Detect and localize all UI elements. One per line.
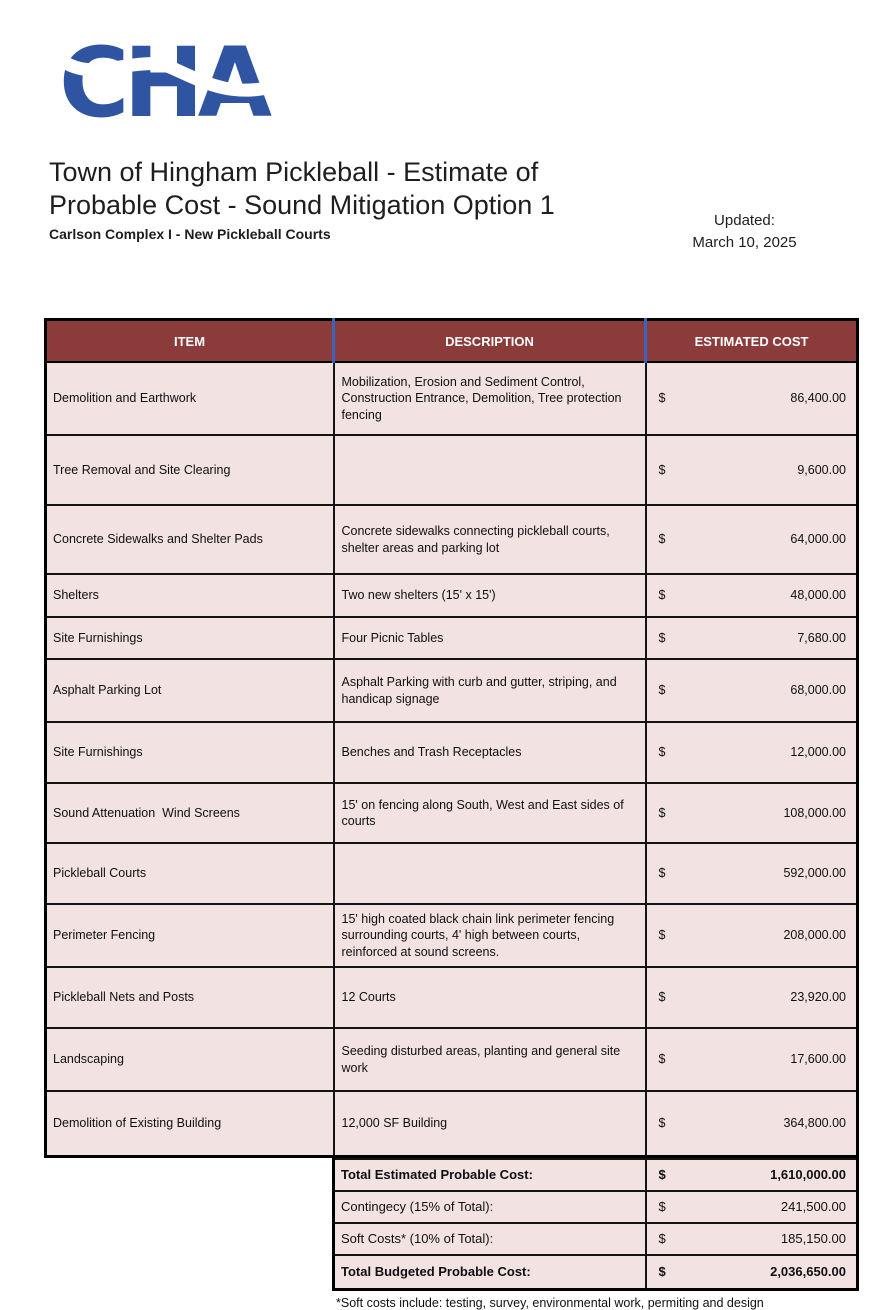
cost-table-body	[46, 362, 858, 1156]
column-header: DESCRIPTION	[334, 320, 646, 363]
cost-cell	[646, 843, 858, 904]
cost-cell	[646, 1159, 858, 1191]
cost-table-header-row	[46, 320, 858, 363]
page-subtitle: Carlson Complex I - New Pickleball Courts	[49, 226, 331, 242]
currency-symbol: $	[658, 1116, 666, 1130]
title-block	[49, 156, 649, 242]
table-row	[46, 659, 858, 722]
currency-symbol: $	[658, 683, 666, 698]
updated-block	[652, 210, 837, 254]
table-row	[46, 722, 858, 783]
cost-cell	[646, 1028, 858, 1091]
cost-cell	[646, 362, 858, 435]
cost-flex	[647, 531, 857, 548]
description-cell: Mobilization, Erosion and Sediment Control, Construction Entrance, Demolition, Tree protection fencing	[334, 362, 646, 435]
cost-flex	[647, 805, 857, 822]
cost-value: 2,036,650.00	[770, 1264, 846, 1279]
description-cell: 12 Courts	[334, 967, 646, 1028]
item-cell: Site Furnishings	[46, 722, 334, 783]
description-cell: Two new shelters (15' x 15')	[334, 574, 646, 617]
table-row	[46, 435, 858, 505]
item-cell: Concrete Sidewalks and Shelter Pads	[46, 505, 334, 574]
table-row	[46, 362, 858, 435]
column-header: ESTIMATED COST	[646, 320, 858, 363]
currency-symbol: $	[658, 1167, 666, 1182]
currency-symbol: $	[658, 588, 666, 603]
cost-flex	[647, 682, 857, 699]
table-row	[46, 505, 858, 574]
cost-cell	[646, 904, 858, 967]
cost-value: 48,000.00	[790, 588, 846, 603]
cost-flex	[647, 989, 857, 1006]
currency-symbol: $	[658, 745, 666, 760]
cha-logo	[59, 27, 274, 139]
cost-flex	[647, 1167, 857, 1182]
cost-flex	[647, 630, 857, 647]
totals-row	[334, 1223, 858, 1255]
cost-value: 185,150.00	[780, 1231, 846, 1246]
table-row	[46, 843, 858, 904]
cost-value: 241,500.00	[780, 1199, 846, 1214]
totals-row	[334, 1159, 858, 1191]
cost-flex	[647, 390, 857, 407]
table-row	[46, 783, 858, 843]
cost-value: 23,920.00	[790, 990, 846, 1005]
cost-value: 364,800.00	[783, 1116, 846, 1130]
currency-symbol: $	[658, 532, 666, 547]
currency-symbol: $	[658, 1052, 666, 1067]
cost-cell	[646, 574, 858, 617]
item-cell: Pickleball Courts	[46, 843, 334, 904]
description-cell: Four Picnic Tables	[334, 617, 646, 659]
table-row	[46, 617, 858, 659]
cost-flex	[647, 1264, 857, 1279]
cost-value: 86,400.00	[790, 391, 846, 406]
description-cell: 15' high coated black chain link perimeter fencing surrounding courts, 4' high between courts, reinforced at sound screens.	[334, 904, 646, 967]
total-label: Total Budgeted Probable Cost:	[334, 1255, 646, 1290]
cost-flex	[647, 1231, 857, 1246]
cost-value: 64,000.00	[790, 532, 846, 547]
totals-table	[332, 1158, 859, 1291]
cost-cell	[646, 505, 858, 574]
description-cell	[334, 843, 646, 904]
cost-flex	[647, 865, 857, 882]
table-row	[46, 1028, 858, 1091]
cost-cell	[646, 1191, 858, 1223]
page-title	[49, 156, 649, 222]
description-cell: Seeding disturbed areas, planting and general site work	[334, 1028, 646, 1091]
cost-flex	[647, 1199, 857, 1214]
description-cell: 12,000 SF Building	[334, 1091, 646, 1156]
cost-cell	[646, 435, 858, 505]
table-row	[46, 904, 858, 967]
cha-logo-text: CHA	[59, 27, 267, 139]
currency-symbol: $	[658, 1264, 666, 1279]
column-header: ITEM	[46, 320, 334, 363]
cost-value: 592,000.00	[783, 866, 846, 881]
item-cell: Pickleball Nets and Posts	[46, 967, 334, 1028]
table-row	[46, 574, 858, 617]
cost-value: 7,680.00	[797, 630, 846, 645]
cost-cell	[646, 617, 858, 659]
total-label: Contingecy (15% of Total):	[334, 1191, 646, 1223]
item-cell: Shelters	[46, 574, 334, 617]
description-cell	[334, 435, 646, 505]
cost-cell	[646, 967, 858, 1028]
totals-row	[334, 1255, 858, 1290]
total-label: Soft Costs* (10% of Total):	[334, 1223, 646, 1255]
cost-value: 12,000.00	[790, 745, 846, 760]
item-cell: Demolition and Earthwork	[46, 362, 334, 435]
cost-cell	[646, 783, 858, 843]
currency-symbol: $	[658, 462, 666, 477]
currency-symbol: $	[658, 990, 666, 1005]
currency-symbol: $	[658, 391, 666, 406]
totals-table-body	[334, 1159, 858, 1290]
item-cell: Perimeter Fencing	[46, 904, 334, 967]
footnote: *Soft costs include: testing, survey, environmental work, permiting and design	[336, 1295, 764, 1310]
currency-symbol: $	[658, 630, 666, 645]
updated-date: March 10, 2025	[692, 234, 797, 251]
cost-flex	[647, 927, 857, 944]
page-title-line2: Probable Cost - Sound Mitigation Option 1	[49, 190, 555, 220]
currency-symbol: $	[658, 1231, 666, 1246]
currency-symbol: $	[658, 928, 666, 943]
description-cell: 15' on fencing along South, West and East sides of courts	[334, 783, 646, 843]
cost-value: 208,000.00	[783, 928, 846, 943]
cost-table	[44, 318, 859, 1158]
cost-value: 9,600.00	[797, 462, 846, 477]
cost-cell	[646, 1091, 858, 1156]
item-cell: Landscaping	[46, 1028, 334, 1091]
description-cell: Benches and Trash Receptacles	[334, 722, 646, 783]
item-cell: Site Furnishings	[46, 617, 334, 659]
cost-value: 108,000.00	[783, 805, 846, 820]
cost-value: 68,000.00	[790, 683, 846, 698]
updated-label: Updated:	[714, 212, 775, 229]
cost-cell	[646, 1255, 858, 1290]
item-cell: Sound Attenuation Wind Screens	[46, 783, 334, 843]
total-label: Total Estimated Probable Cost:	[334, 1159, 646, 1191]
currency-symbol: $	[658, 805, 666, 820]
table-row	[46, 1091, 858, 1156]
description-cell: Asphalt Parking with curb and gutter, striping, and handicap signage	[334, 659, 646, 722]
description-cell: Concrete sidewalks connecting pickleball courts, shelter areas and parking lot	[334, 505, 646, 574]
table-row	[46, 967, 858, 1028]
cost-table-section	[44, 318, 856, 1310]
cost-flex	[647, 587, 857, 604]
cost-value: 17,600.00	[790, 1052, 846, 1067]
item-cell: Demolition of Existing Building	[46, 1091, 334, 1156]
item-cell: Tree Removal and Site Clearing	[46, 435, 334, 505]
cost-flex	[647, 744, 857, 761]
cost-cell	[646, 1223, 858, 1255]
page-title-line1: Town of Hingham Pickleball - Estimate of	[49, 157, 539, 187]
currency-symbol: $	[658, 1199, 666, 1214]
cost-cell	[646, 659, 858, 722]
cost-cell	[646, 722, 858, 783]
cost-flex	[647, 1051, 857, 1068]
cost-value: 1,610,000.00	[770, 1167, 846, 1182]
totals-row	[334, 1191, 858, 1223]
cost-flex	[647, 1115, 857, 1132]
cost-flex	[647, 462, 857, 479]
item-cell: Asphalt Parking Lot	[46, 659, 334, 722]
currency-symbol: $	[658, 866, 666, 881]
